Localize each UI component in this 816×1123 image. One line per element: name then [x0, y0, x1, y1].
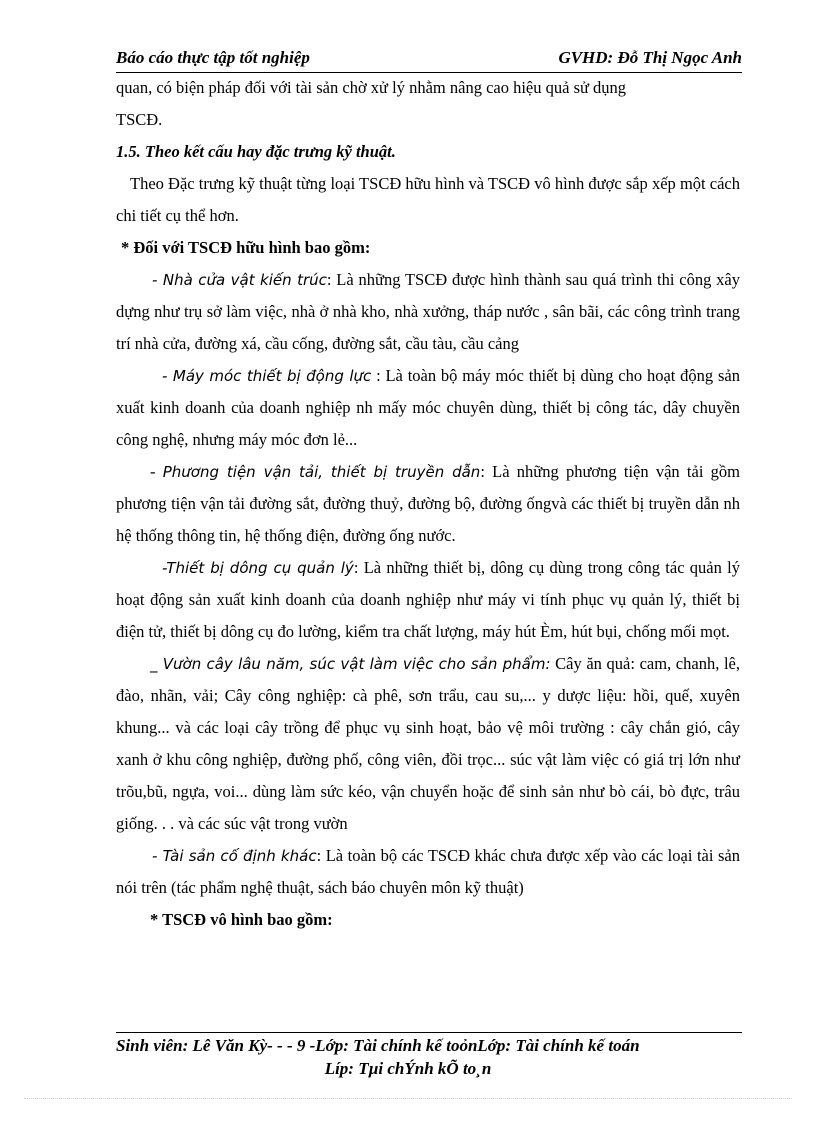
text-perennial-plants: Cây ăn quả: cam, chanh, lê, đào, nhãn, vải; Cây công nghiệp: cà phê, sơn trẩu, cau su,... y dược liệu: hồi, quế, xuyên khung... và các loại cây trồng để phục vụ sinh hoạt, bảo vệ môi trường : cây chắn gió, cây xanh ở khu công nghiệp, đường phố, công viên, đồi trọc... súc vật làm việc có giá trị lớn như trõu,bũ, ngựa, voi... dùng làm sức kéo, vận chuyển hoặc để sinh sản như bò cái, bò đực, trâu giống. . . và các súc vật trong vườn: [116, 654, 740, 833]
list-item-transport: [116, 456, 740, 552]
term-management-equipment: -Thiết bị dông cụ quản lý: [162, 559, 354, 577]
paragraph-continuation: [116, 72, 740, 136]
list-item-buildings: [116, 264, 740, 360]
term-transport: Phương tiện vận tải, thiết bị truyền dẫn: [162, 463, 481, 481]
paragraph-intro: Theo Đặc trưng kỹ thuật từng loại TSCĐ hữu hình và TSCĐ vô hình được sắp xếp một cách chi tiết cụ thể hơn.: [116, 174, 740, 225]
paragraph-continuation-line1: quan, có biện pháp đối với tài sản chờ xử lý nhằm nâng cao hiệu quả sử dụng: [116, 78, 627, 97]
dash-transport: -: [150, 462, 163, 481]
section-heading-1-5: 1.5. Theo kết cấu hay đặc trưng kỹ thuật.: [116, 142, 396, 161]
header-report-title: Báo cáo thực tập tốt nghiệp: [116, 48, 310, 67]
text-other-assets: : Là toàn bộ các TSCĐ khác chưa được xếp vào các loại tài sản nói trên (tác phẩm nghệ thuật, sách báo chuyên môn kỹ thuật): [116, 846, 740, 897]
footer-rule: [116, 1032, 742, 1033]
header-advisor: GVHD: Đỗ Thị Ngọc Anh: [558, 48, 742, 67]
list-item-machinery: [116, 360, 740, 456]
text-machinery: : Là toàn bộ máy móc thiết bị dùng cho hoạt động sản xuất kinh doanh của doanh nghiệp nh mấy móc chuyên dùng, thiết bị công tác, dây chuyền công nghệ, nhưng máy móc đơn lẻ...: [116, 366, 740, 449]
list-item-other-assets: [116, 840, 740, 904]
text-management-equipment: : Là những thiết bị, dông cụ dùng trong công tác quản lý hoạt động sản xuất kinh doanh của doanh nghiệp như máy vi tính phục vụ quản lý, thiết bị điện tử, thiết bị dông cụ đo lường, kiểm tra chất lượng, máy hút Èm, hút bụi, chống mối mọt.: [116, 558, 740, 641]
subheading-tangible-assets: * Đối với TSCĐ hữu hình bao gồm:: [121, 238, 371, 257]
paragraph-continuation-line2: TSCĐ.: [116, 110, 163, 129]
list-item-perennial-plants: [116, 648, 740, 840]
term-buildings: - Nhà cửa vật kiến trúc: [152, 271, 327, 289]
text-transport: : Là những phương tiện vận tải gồm phương tiện vận tải đường sắt, đường thuỷ, đường bộ, đường ốngvà các thiết bị truyền dẫn nh hệ thống thông tin, hệ thống điện, đường ống nước.: [116, 462, 740, 545]
term-perennial-plants: _ Vườn cây lâu năm, súc vật làm việc cho sản phẩm:: [150, 655, 551, 673]
list-item-management-equipment: [116, 552, 740, 648]
footer-class-line: Líp: Tµi chÝnh kÕ to¸n: [324, 1059, 492, 1078]
page-header: [116, 46, 742, 73]
term-machinery: - Máy móc thiết bị động lực: [162, 367, 372, 385]
term-other-assets: - Tài sản cố định khác: [152, 847, 317, 865]
footer-student-line: Sinh viên: Lê Văn Kỳ- - - 9 -Lớp: Tài chính kế toỏnLớp: Tài chính kế toán: [116, 1036, 640, 1055]
document-body: [116, 72, 740, 936]
page-bottom-dotted-border: [24, 1098, 792, 1099]
subheading-intangible-assets: * TSCĐ vô hình bao gồm:: [150, 910, 333, 929]
text-buildings: : Là những TSCĐ được hình thành sau quá trình thi công xây dựng như trụ sở làm việc, nhà ở nhà kho, nhà xưởng, tháp nước , sân bãi, các công trình trang trí nhà cửa, đường xá, cầu cống, đường sắt, cầu tàu, cầu cảng: [116, 270, 740, 353]
